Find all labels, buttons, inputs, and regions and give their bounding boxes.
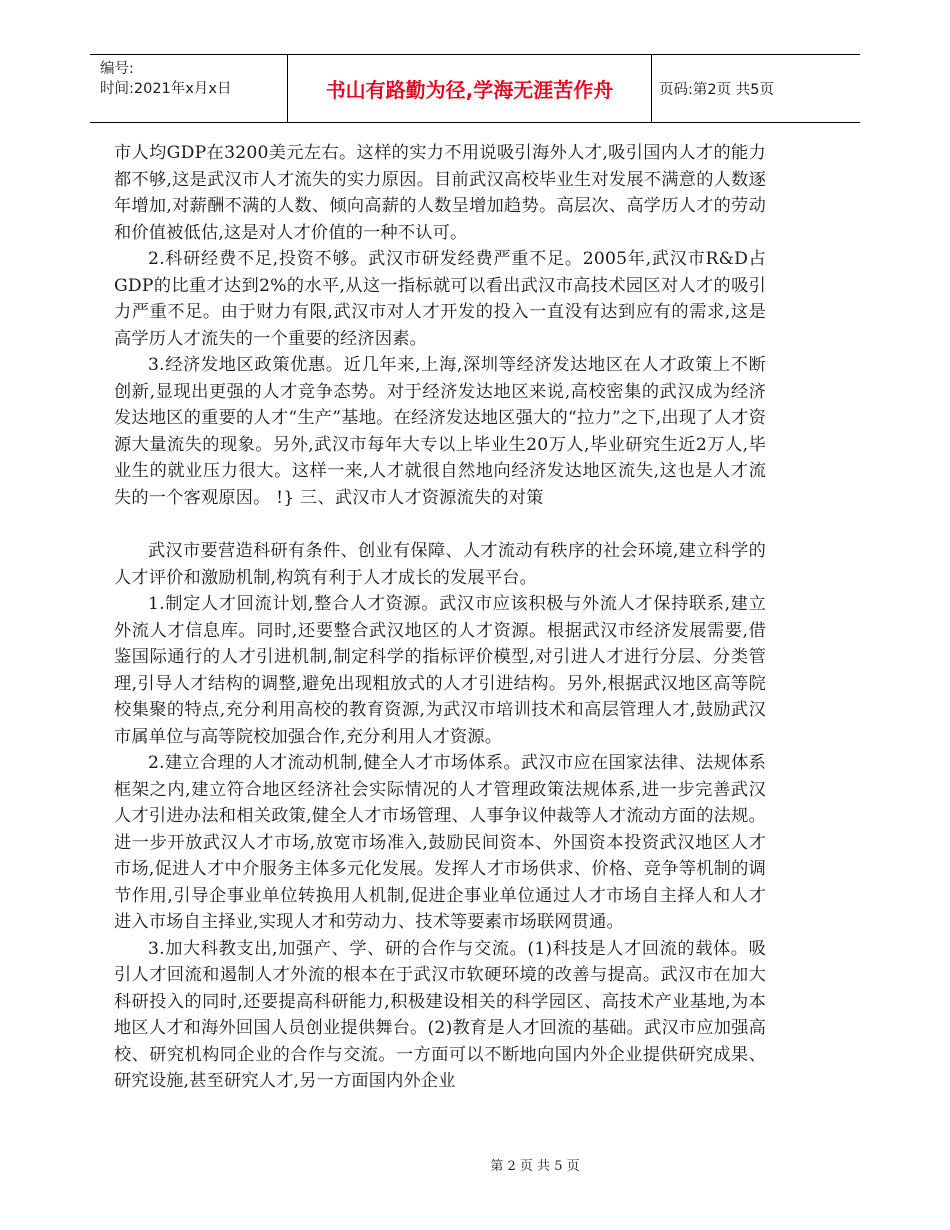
paragraph-flow-mechanism: 2.建立合理的人才流动机制,健全人才市场体系。武汉市应在国家法律、法规体系框架之内,建立符合地区经济社会实际情况的人才管理政策法规体系,进一步完善武汉人才引进办法和相关政策,健全人才市场管理、人事争议仲裁等人才流动方面的法规。进一步开放武汉人才市场,放宽市场准入,鼓励民间资本、外国资本投资武汉地区人才市场,促进人才中介服务主体多元化发展。发挥人才市场供求、价格、竞争等机制的调节作用,引导企事业单位转换用人机制,促进企事业单位通过人才市场自主择人和人才进入市场自主择业,实现人才和劳动力、技术等要素市场联网贯通。 bbox=[114, 753, 766, 932]
header-motto: 书山有路勤为径,学海无涯苦作舟 bbox=[287, 55, 652, 122]
document-number-label: 编号: bbox=[100, 61, 134, 77]
page-footer: 第 2 页 共 5 页 bbox=[490, 1159, 580, 1174]
paragraph-science-education: 3.加大科教支出,加强产、学、研的合作与交流。(1)科技是人才回流的载体。吸引人才回流和遏制人才外流的根本在于武汉市软硬环境的改善与提高。武汉市在加大科研投入的同时,还要提高科研能力,积极建设相关的科学园区、高技术产业基地,为本地区人才和海外回国人员创业提供舞台。(2)教育是人才回流的基础。武汉市应加强高校、研究机构同企业的合作与交流。一方面可以不断地向国内外企业提供研究成果、研究设施,甚至研究人才,另一方面国内外企业 bbox=[114, 938, 766, 1091]
paragraph-policy-preference: 3.经济发地区政策优惠。近几年来,上海,深圳等经济发达地区在人才政策上不断创新,显现出更强的人才竞争态势。对于经济发达地区来说,高校密集的武汉成为经济发达地区的重要的人才“生产”基地。在经济发达地区强大的“拉力”之下,出现了人才资源大量流失的现象。另外,武汉市每年大专以上毕业生20万人,毕业研究生近2万人,毕业生的就业压力很大。这样一来,人才就很自然地向经济发达地区流失,这也是人才流失的一个客观原因。 !} 三、武汉市人才资源流失的对策 bbox=[114, 355, 766, 508]
header-page-info: 页码:第2页 共5页 bbox=[659, 82, 774, 98]
document-body bbox=[114, 140, 766, 1095]
header-meta bbox=[100, 59, 285, 99]
paragraph-strategy-intro: 武汉市要营造科研有条件、创业有保障、人才流动有秩序的社会环境,建立科学的人才评价和激励机制,构筑有利于人才成长的发展平台。 bbox=[114, 541, 766, 588]
paragraph-return-plan: 1.制定人才回流计划,整合人才资源。武汉市应该积极与外流人才保持联系,建立外流人才信息库。同时,还要整合武汉地区的人才资源。根据武汉市经济发展需要,借鉴国际通行的人才引进机制,制定科学的指标评价模型,对引进人才进行分层、分类管理,引导人才结构的调整,避免出现粗放式的人才引进结构。另外,根据武汉地区高等院校集聚的特点,充分利用高校的教育资源,为武汉市培训技术和高层管理人才,鼓励武汉市属单位与高等院校加强合作,充分利用人才资源。 bbox=[114, 594, 766, 747]
page-header bbox=[90, 54, 860, 123]
paragraph-research-funding: 2.科研经费不足,投资不够。武汉市研发经费严重不足。2005年,武汉市R&D占GDP的比重才达到2%的水平,从这一指标就可以看出武汉市高技术园区对人才的吸引力严重不足。由于财力有限,武汉市对人才开发的投入一直没有达到应有的需求,这是高学历人才流失的一个重要的经济因素。 bbox=[114, 249, 766, 349]
document-time: 时间:2021年x月x日 bbox=[100, 81, 232, 97]
paragraph-spacer bbox=[114, 511, 766, 538]
paragraph-continued: 市人均GDP在3200美元左右。这样的实力不用说吸引海外人才,吸引国内人才的能力都不够,这是武汉市人才流失的实力原因。目前武汉高校毕业生对发展不满意的人数逐年增加,对薪酬不满的人数、倾向高薪的人数呈增加趋势。高层次、高学历人才的劳动和价值被低估,这是对人才价值的一种不认可。 bbox=[114, 143, 766, 243]
